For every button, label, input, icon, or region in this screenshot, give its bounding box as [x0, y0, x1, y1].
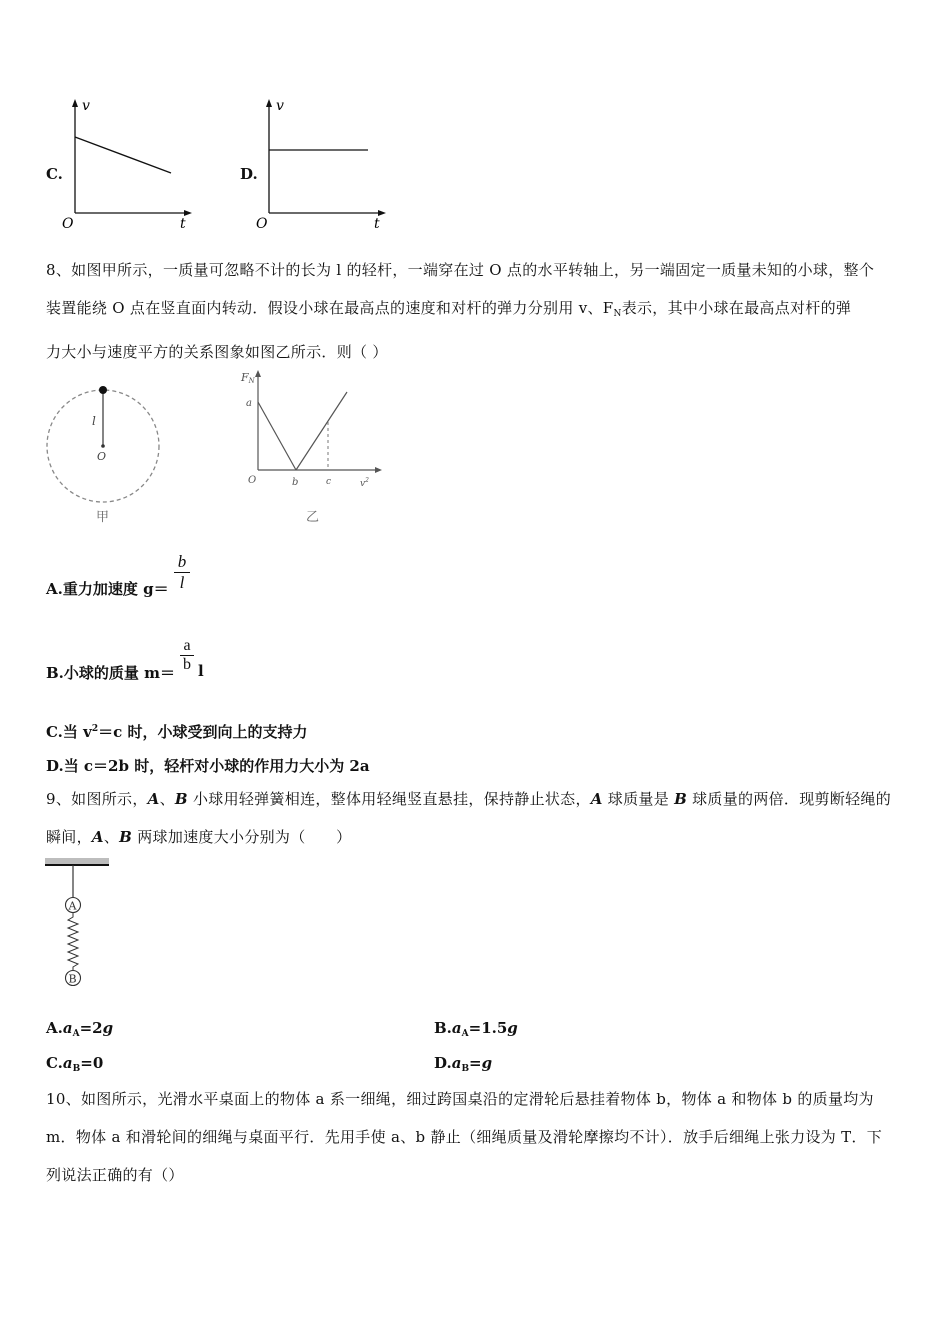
q7c-axis-t: t — [180, 216, 186, 232]
q8-option-b-fraction: $\frac{a}{b}$ — [180, 637, 194, 674]
q8-option-a[interactable]: A.重力加速度 g＝ — [46, 580, 169, 598]
ball-a-label: A — [68, 899, 77, 913]
q9-option-d[interactable]: $D.a_B=g$ — [434, 1054, 493, 1074]
q7d-axis-t: t — [374, 216, 380, 232]
c-label: c — [326, 477, 332, 487]
a-label: a — [246, 398, 252, 409]
q7c-axis-v: v — [82, 98, 90, 114]
ball-dot — [99, 386, 107, 394]
q8-option-b[interactable]: B.小球的质量 m＝ — [46, 664, 175, 682]
q8-figure-jia — [44, 378, 174, 528]
b-label: b — [292, 477, 299, 488]
q7-graph-d — [252, 95, 392, 235]
graph-ascending-line — [296, 392, 347, 470]
q10-line-3: 列说法正确的有（） — [46, 1166, 184, 1184]
caption-jia: 甲 — [96, 510, 110, 525]
x-axis-label: $v^2$ — [360, 477, 369, 489]
ceiling-hatch — [45, 858, 109, 865]
q7-option-d-label[interactable]: D. — [240, 165, 258, 183]
q9-stem — [46, 780, 906, 856]
q8-line-2: 装置能绕 O 点在竖直面内转动．假设小球在最高点的速度和对杆的弹力分别用 v、$F_N$表示，其中小球在最高点对杆的弹 — [46, 299, 852, 319]
q9-line-2: 瞬间，A、B 两球加速度大小分别为（ ） — [46, 828, 352, 846]
pivot-dot — [101, 444, 105, 448]
q9-line-1: 9、如图所示，A、B 小球用轻弹簧相连，整体用轻绳竖直悬挂，保持静止状态，A 球质量是 B 球质量的两倍．现剪断轻绳的 — [46, 790, 892, 808]
q7-graph-c — [58, 95, 198, 235]
q8-stem — [46, 251, 906, 371]
caption-yi: 乙 — [306, 510, 320, 525]
q10-line-2: m．物体 a 和滑轮间的细绳与桌面平行．先用手使 a、b 静止（细绳质量及滑轮摩擦均不计）．放手后细绳上张力设为 T．下 — [46, 1128, 883, 1146]
q9-option-c[interactable]: $C.a_B=0$ — [46, 1054, 104, 1074]
q10-stem — [46, 1080, 906, 1194]
pivot-label: O — [97, 450, 107, 463]
q10-line-1: 10、如图所示，光滑水平桌面上的物体 a 系一细绳，细过跨国桌沿的定滑轮后悬挂着物体 b，物体 a 和物体 b 的质量均为 — [46, 1090, 874, 1108]
q7d-origin: O — [256, 216, 268, 232]
q7c-velocity-line — [75, 137, 171, 173]
rod-label: l — [92, 414, 96, 428]
ball-b-label: B — [68, 972, 77, 986]
q8-option-c[interactable]: C.当 $v^2=c$ 时，小球受到向上的支持力 — [46, 723, 308, 741]
q8-option-a-fraction: $\frac{b}{l}$ — [174, 552, 190, 593]
q7-option-c-label[interactable]: C. — [46, 165, 63, 183]
y-axis-label: FN — [241, 371, 255, 385]
q8-figure-yi — [236, 364, 386, 529]
q8-option-d[interactable]: D.当 c＝2b 时，轻杆对小球的作用力大小为 2a — [46, 757, 370, 775]
q7c-origin: O — [62, 216, 74, 232]
q7d-axis-v: v — [276, 98, 284, 114]
q9-option-b[interactable]: $B.a_A=1.5g$ — [434, 1019, 518, 1039]
spring-coil — [68, 913, 78, 971]
q8-line-3: 力大小与速度平方的关系图象如图乙所示．则（ ） — [46, 343, 388, 361]
q9-spring-figure — [44, 855, 114, 995]
graph-descending-line — [258, 402, 296, 470]
origin-label: O — [248, 475, 257, 486]
q8-line-1: 8、如图甲所示，一质量可忽略不计的长为 l 的轻杆，一端穿在过 O 点的水平转轴上，另一端固定一质量未知的小球，整个 — [46, 261, 875, 279]
q8-option-b-tail: l — [198, 662, 204, 680]
q9-option-a[interactable]: $A.a_A=2g$ — [46, 1019, 114, 1039]
